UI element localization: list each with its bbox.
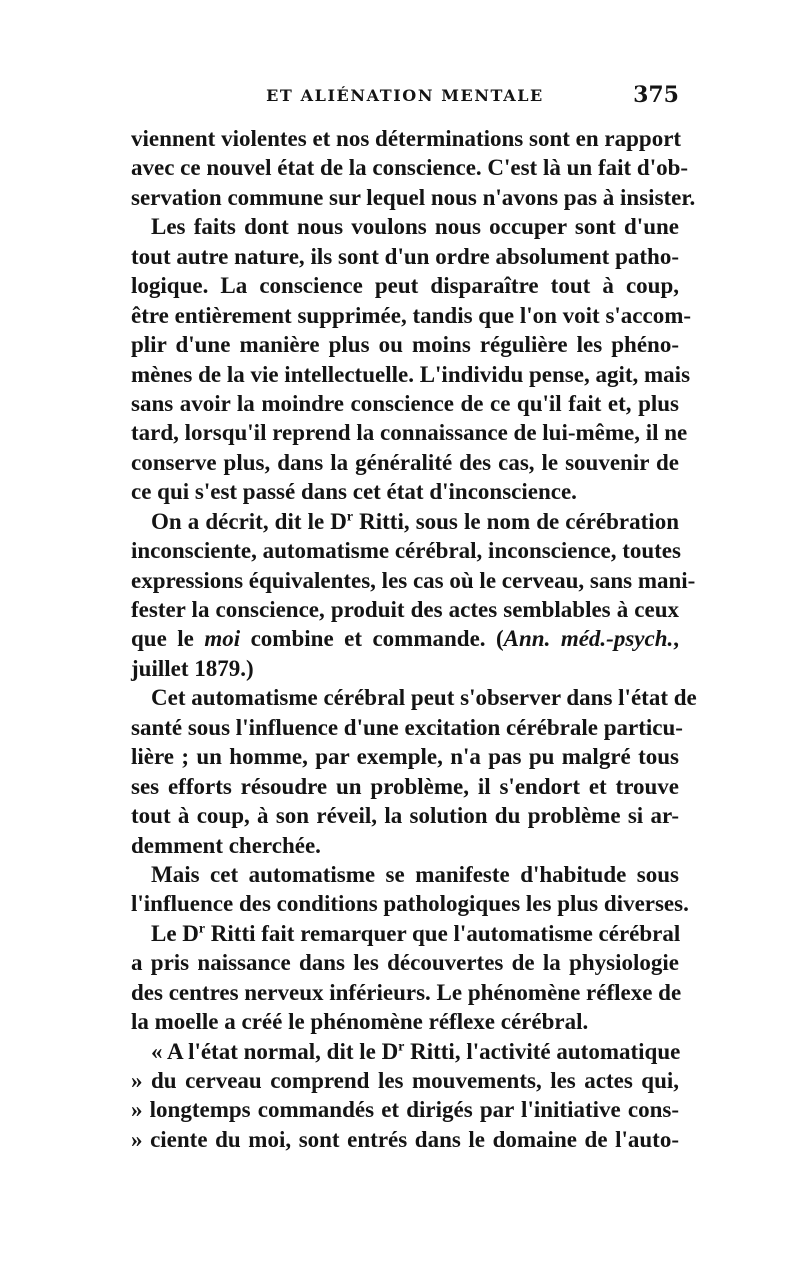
text-line: » du cerveau comprend les mouvements, les actes qui, (131, 1068, 679, 1093)
text-line: lière ; un homme, par exemple, n'a pas pu malgré tous (131, 744, 679, 770)
text-line: expressions équivalentes, les cas où le cerveau, sans mani- (131, 567, 696, 593)
text-line: conserve plus, dans la généralité des cas, le souvenir de (131, 449, 679, 475)
text-line: juillet 1879.) (131, 655, 254, 681)
text-run: Le D (151, 920, 199, 946)
text-run: , (673, 626, 679, 652)
text-line: plir d'une manière plus ou moins régulière les phéno- (131, 332, 679, 358)
text-line: la moelle a créé le phénomène réflexe cérébral. (131, 1009, 589, 1035)
text-line: » ciente du moi, sont entrés dans le domaine de l'auto- (131, 1126, 679, 1152)
text-run: combine et commande. ( (240, 626, 504, 652)
text-line: santé sous l'influence d'une excitation cérébrale particu- (131, 714, 683, 740)
text-line: logique. La conscience peut disparaître tout à coup, (131, 273, 679, 299)
text-line: sans avoir la moindre conscience de ce qu'il fait et, plus (131, 390, 679, 416)
text-line: ce qui s'est passé dans cet état d'inconscience. (131, 479, 577, 505)
text-line: l'influence des conditions pathologiques les plus diverses. (131, 891, 689, 917)
text-line: servation commune sur lequel nous n'avons pas à insister. (131, 184, 696, 210)
text-line: tard, lorsqu'il reprend la connaissance de lui-même, il ne (131, 420, 688, 446)
text-line: fester la conscience, produit des actes semblables à ceux (131, 597, 679, 622)
text-line: tout à coup, à son réveil, la solution du problème si ar- (131, 803, 679, 829)
text-line: a pris naissance dans les découvertes de la physiologie (131, 950, 679, 976)
text-line: Les faits dont nous voulons nous occuper sont d'une (151, 214, 679, 240)
text-run: Ritti, l'activité automatique (404, 1038, 681, 1064)
text-line: mènes de la vie intellectuelle. L'individu pense, agit, mais (131, 361, 691, 387)
text-line: » longtemps commandés et dirigés par l'initiative cons- (131, 1097, 679, 1123)
text-run: On a décrit, dit le D (151, 508, 347, 534)
text-line (131, 507, 679, 536)
text-line: être entièrement supprimée, tandis que l'on voit s'accom- (131, 302, 692, 328)
text-line (131, 624, 679, 653)
text-line (131, 1037, 679, 1066)
text-line: demment cherchée. (131, 832, 321, 858)
text-line: viennent violentes et nos déterminations sont en rapport (131, 126, 682, 151)
text-line: avec ce nouvel état de la conscience. C'est là un fait d'ob- (131, 155, 689, 181)
text-run: Ritti fait remarquer que l'automatisme cérébral (205, 920, 681, 946)
running-title: ET ALIÉNATION MENTALE (266, 86, 544, 105)
running-header (131, 82, 679, 126)
text-run: « A l'état normal, dit le D (151, 1038, 399, 1064)
body-text (131, 124, 697, 1154)
superscript: r (346, 508, 354, 524)
text-run: que le (131, 626, 205, 652)
text-run: Ritti, sous le nom de cérébration (353, 508, 679, 534)
citation-journal: Ann. méd.-psych. (503, 626, 674, 652)
text-line: Mais cet automatisme se manifeste d'habitude sous (151, 861, 679, 887)
text-line (131, 919, 679, 948)
superscript: r (198, 920, 206, 936)
text-line: tout autre nature, ils sont d'un ordre absolument patho- (131, 243, 679, 269)
superscript: r (398, 1038, 405, 1054)
text-line: ses efforts résoudre un problème, il s'endort et trouve (131, 773, 679, 799)
text-line: des centres nerveux inférieurs. Le phénomène réflexe de (131, 979, 682, 1005)
text-line: Cet automatisme cérébral peut s'observer dans l'état de (151, 685, 697, 711)
italic-run: moi (204, 626, 241, 652)
text-line: inconsciente, automatisme cérébral, inconscience, toutes (131, 538, 681, 564)
page-number: 375 (633, 82, 679, 108)
